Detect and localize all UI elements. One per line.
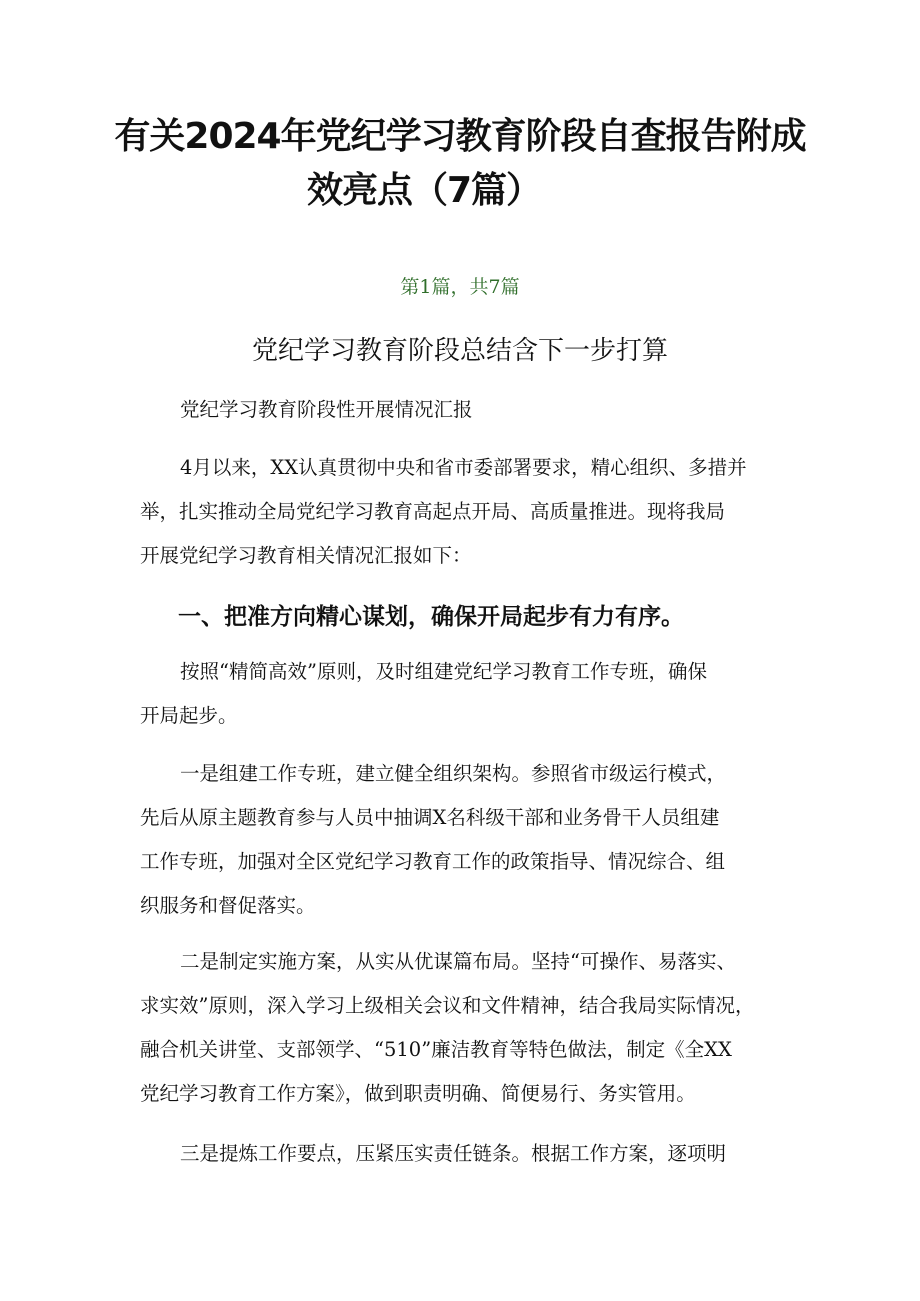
paragraph-line: 二是制定实施方案，从实从优谋篇布局。坚持“可操作、易落实、 (180, 950, 736, 973)
paragraph-line: 举，扎实推动全局党纪学习教育高起点开局、高质量推进。现将我局 (140, 500, 726, 523)
paragraph-line: 开展党纪学习教育相关情况汇报如下： (140, 544, 472, 567)
document-title-line-2: 效亮点（7篇） (306, 170, 542, 211)
paragraph-line: 党纪学习教育阶段性开展情况汇报 (180, 398, 473, 421)
section-title: 党纪学习教育阶段总结含下一步打算 (251, 336, 668, 366)
document-title-line-1: 有关2024年党纪学习教育阶段自查报告附成 (114, 116, 806, 157)
paragraph-line: 4月以来，XX认真贯彻中央和省市委部署要求，精心组织、多措并 (180, 456, 747, 479)
paragraph-line: 一是组建工作专班，建立健全组织架构。参照省市级运行模式， (180, 762, 727, 785)
paragraph-line: 党纪学习教育工作方案》，做到职责明确、简便易行、务实管用。 (140, 1082, 696, 1105)
paragraph-line: 按照“精简高效”原则，及时组建党纪学习教育工作专班，确保 (180, 660, 707, 683)
paragraph-line: 织服务和督促落实。 (140, 894, 316, 917)
part-label: 第1篇，共7篇 (400, 276, 520, 298)
paragraph-line: 融合机关讲堂、支部领学、“510”廉洁教育等特色做法，制定《全XX (140, 1038, 732, 1061)
heading-one: 一、把准方向精心谋划，确保开局起步有力有序。 (178, 604, 684, 630)
paragraph-line: 求实效”原则，深入学习上级相关会议和文件精神，结合我局实际情况， (140, 994, 755, 1017)
paragraph-line: 开局起步。 (140, 704, 238, 727)
paragraph-line: 先后从原主题教育参与人员中抽调X名科级干部和业务骨干人员组建 (140, 806, 720, 829)
paragraph-line: 三是提炼工作要点，压紧压实责任链条。根据工作方案，逐项明 (180, 1142, 727, 1165)
paragraph-line: 工作专班，加强对全区党纪学习教育工作的政策指导、情况综合、组 (140, 850, 726, 873)
